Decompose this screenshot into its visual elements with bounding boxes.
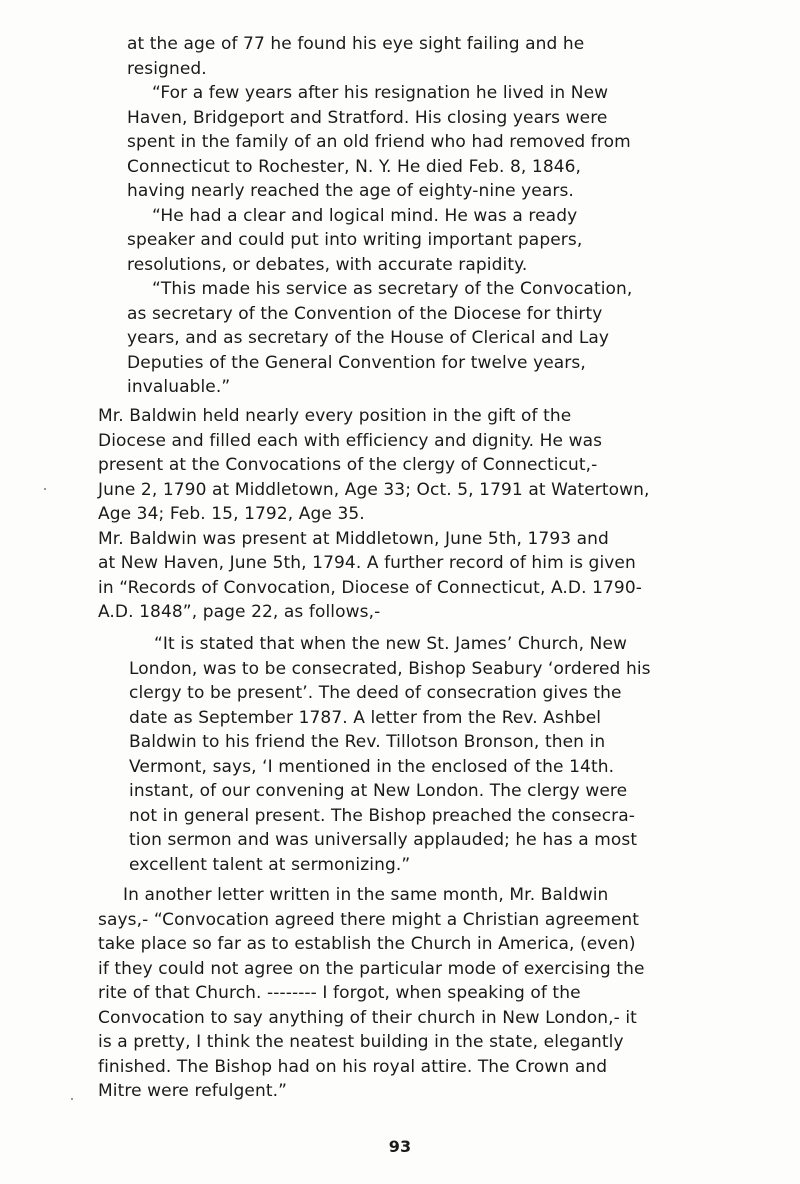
scan-speck [44, 488, 46, 490]
body-block-2 [98, 883, 748, 1104]
paragraph [127, 32, 747, 81]
text-line: Vermont, says, ‘I mentioned in the enclosed of the 14th. [129, 756, 615, 777]
text-line: Age 34; Feb. 15, 1792, Age 35. [98, 504, 365, 524]
paragraph [98, 404, 748, 527]
paragraph [98, 527, 748, 625]
text-line: resolutions, or debates, with accurate rapidity. [127, 254, 528, 275]
text-line: says,- “Convocation agreed there might a Christian agreement [98, 909, 640, 930]
quoted-block-1 [127, 32, 747, 400]
text-line: at the age of 77 he found his eye sight failing and he [127, 34, 585, 54]
text-line: June 2, 1790 at Middletown, Age 33; Oct. 5, 1791 at Watertown, [98, 479, 650, 500]
text-line: resigned. [127, 58, 207, 79]
text-line: date as September 1787. A letter from the Rev. Ashbel [129, 707, 602, 728]
text-line: invaluable.” [127, 377, 231, 397]
body-block-1 [98, 404, 748, 625]
text-line: Mr. Baldwin held nearly every position in the gift of the [98, 406, 572, 426]
text-line: clergy to be present’. The deed of consecration gives the [129, 683, 622, 703]
text-line: if they could not agree on the particular mode of exercising the [98, 958, 645, 979]
text-line: Baldwin to his friend the Rev. Tillotson Bronson, then in [129, 732, 606, 752]
text-line: finished. The Bishop had on his royal attire. The Crown and [98, 1056, 608, 1077]
quoted-block-2 [129, 632, 749, 877]
text-line: Diocese and filled each with efficiency and dignity. He was [98, 430, 603, 451]
text-line: London, was to be consecrated, Bishop Seabury ‘ordered his [129, 658, 651, 679]
text-line: Convocation to say anything of their church in New London,- it [98, 1007, 637, 1028]
scan-speck [71, 1098, 73, 1100]
text-line: excellent talent at sermonizing.” [129, 854, 411, 875]
text-line: spent in the family of an old friend who had removed from [127, 132, 631, 152]
paragraph [98, 883, 748, 1104]
page-number: 93 [388, 1137, 412, 1156]
text-line: is a pretty, I think the neatest building in the state, elegantly [98, 1032, 624, 1052]
text-line: “This made his service as secretary of the Convocation, [152, 279, 633, 299]
paragraph [129, 632, 749, 877]
text-line: instant, of our convening at New London. The clergy were [129, 781, 628, 801]
paragraph [127, 277, 747, 400]
text-line: tion sermon and was universally applauded; he has a most [129, 830, 638, 850]
text-line: Mr. Baldwin was present at Middletown, June 5th, 1793 and [98, 528, 609, 549]
text-line: as secretary of the Convention of the Diocese for thirty [127, 303, 603, 324]
text-line: Connecticut to Rochester, N. Y. He died Feb. 8, 1846, [127, 156, 582, 177]
text-line: A.D. 1848”, page 22, as follows,- [98, 602, 381, 622]
text-line: years, and as secretary of the House of Clerical and Lay [127, 328, 610, 348]
text-line: “For a few years after his resignation he lived in New [152, 83, 609, 103]
text-line: present at the Convocations of the clergy of Connecticut,- [98, 455, 598, 475]
text-line: “He had a clear and logical mind. He was a ready [152, 205, 578, 226]
text-line: speaker and could put into writing important papers, [127, 230, 583, 250]
text-line: Deputies of the General Convention for twelve years, [127, 352, 586, 373]
text-line: In another letter written in the same month, Mr. Baldwin [123, 885, 609, 905]
text-line: rite of that Church. -------- I forgot, when speaking of the [98, 983, 581, 1003]
text-line: at New Haven, June 5th, 1794. A further record of him is given [98, 553, 636, 573]
text-line: having nearly reached the age of eighty-nine years. [127, 181, 574, 201]
paragraph [127, 81, 747, 204]
text-line: Haven, Bridgeport and Stratford. His closing years were [127, 107, 608, 128]
text-line: take place so far as to establish the Church in America, (even) [98, 934, 636, 954]
paragraph [127, 204, 747, 278]
text-line: in “Records of Convocation, Diocese of Connecticut, A.D. 1790- [98, 577, 642, 598]
text-line: “It is stated that when the new St. James’ Church, New [154, 634, 628, 654]
text-line: not in general present. The Bishop preached the consecra- [129, 805, 636, 826]
text-line: Mitre were refulgent.” [98, 1081, 288, 1101]
